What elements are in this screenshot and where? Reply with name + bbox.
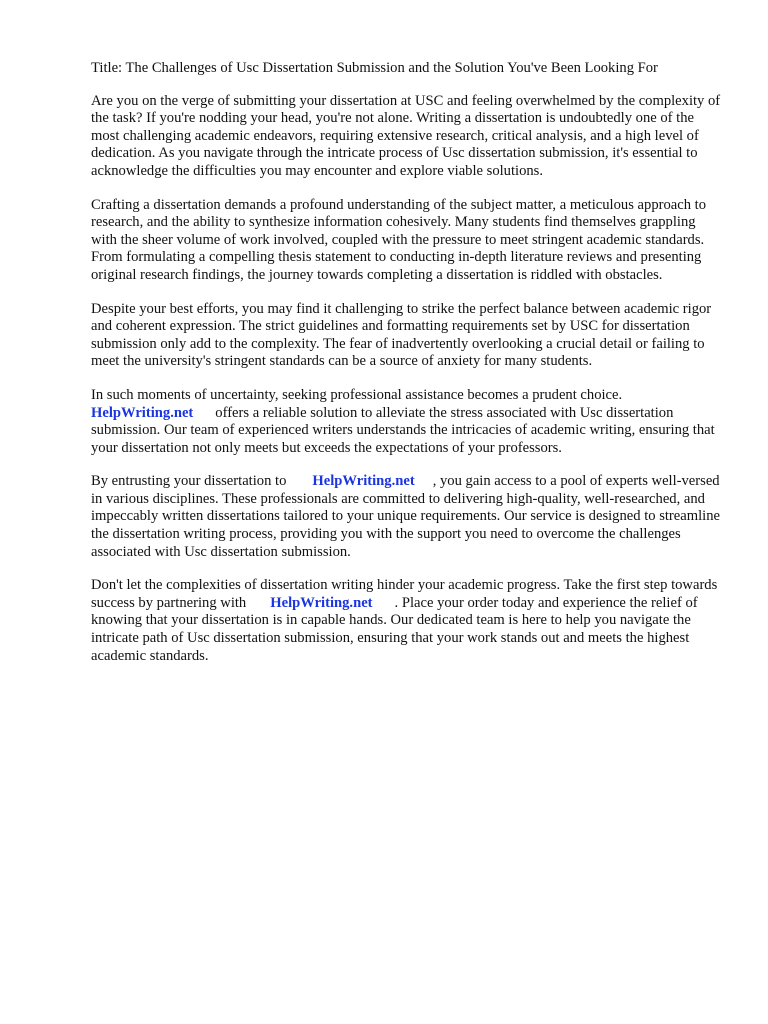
helpwriting-link-3[interactable]: HelpWriting.net xyxy=(270,594,373,611)
paragraph-solution-rest: offers a reliable solution to alleviate the stress associated with Usc dissertation submission. Our team of experienced writers understands the intricacies of academic writing, ensuring that your dissertation not only meets but exceeds the expectations of your professors. xyxy=(91,404,715,456)
paragraph-challenges: Crafting a dissertation demands a profound understanding of the subject matter, a meticulous approach to research, and the ability to synthesize information cohesively. Many students find themselves grappling with the sheer volume of work involved, coupled with the pressure to meet stringent academic standards. From formulating a compelling thesis statement to conducting in-depth literature reviews and presenting original research findings, the journey towards completing a dissertation is riddled with obstacles. xyxy=(91,196,707,283)
paragraph-solution-intro: In such moments of uncertainty, seeking professional assistance becomes a prudent choice. xyxy=(91,386,623,403)
paragraph-experts-intro: By entrusting your dissertation to xyxy=(91,473,287,490)
paragraph-difficulties: Despite your best efforts, you may find it challenging to strike the perfect balance between academic rigor and coherent expression. The strict guidelines and formatting requirements set by USC for dissertation submission only add to the complexity. The fear of inadvertently overlooking a crucial detail or failing to meet the university's stringent standards can be a source of anxiety for many students. xyxy=(91,300,712,370)
paragraph-intro: Are you on the verge of submitting your dissertation at USC and feeling overwhelmed by the complexity of the task? If you're nodding your head, you're not alone. Writing a dissertation is undoubtedly one of the most challenging academic endeavors, requiring extensive research, critical analysis, and a high level of dedication. As you navigate through the intricate process of Usc dissertation submission, it's essential to acknowledge the difficulties you may encounter and explore viable solutions. xyxy=(91,92,721,179)
document-title: Title: The Challenges of Usc Dissertation Submission and the Solution You've Been Looking For xyxy=(91,60,658,76)
paragraph-call-to-action xyxy=(91,577,723,665)
helpwriting-link-2[interactable]: HelpWriting.net xyxy=(312,473,415,490)
helpwriting-link-1[interactable]: HelpWriting.net xyxy=(91,404,194,421)
paragraph-cta-rest: . Place your order today and experience the relief of knowing that your dissertation is in capable hands. Our dedicated team is here to help you navigate the intricate path of Usc dissertation submission, ensuring that your work stands out and meets the highest academic standards. xyxy=(91,594,698,664)
paragraph-experts-rest: , you gain access to a pool of experts well-versed in various disciplines. These professionals are committed to delivering high-quality, well-researched, and impeccably written dissertations tailored to your unique requirements. Our service is designed to streamline the dissertation writing process, providing you with the support you need to overcome the challenges associated with Usc dissertation submission. xyxy=(91,473,720,560)
document-body xyxy=(91,60,723,681)
paragraph-cta-intro: Don't let the complexities of dissertation writing hinder your academic progress. Take the first step towards success by partnering with xyxy=(91,577,718,611)
paragraph-solution xyxy=(91,387,723,457)
paragraph-experts xyxy=(91,473,723,561)
